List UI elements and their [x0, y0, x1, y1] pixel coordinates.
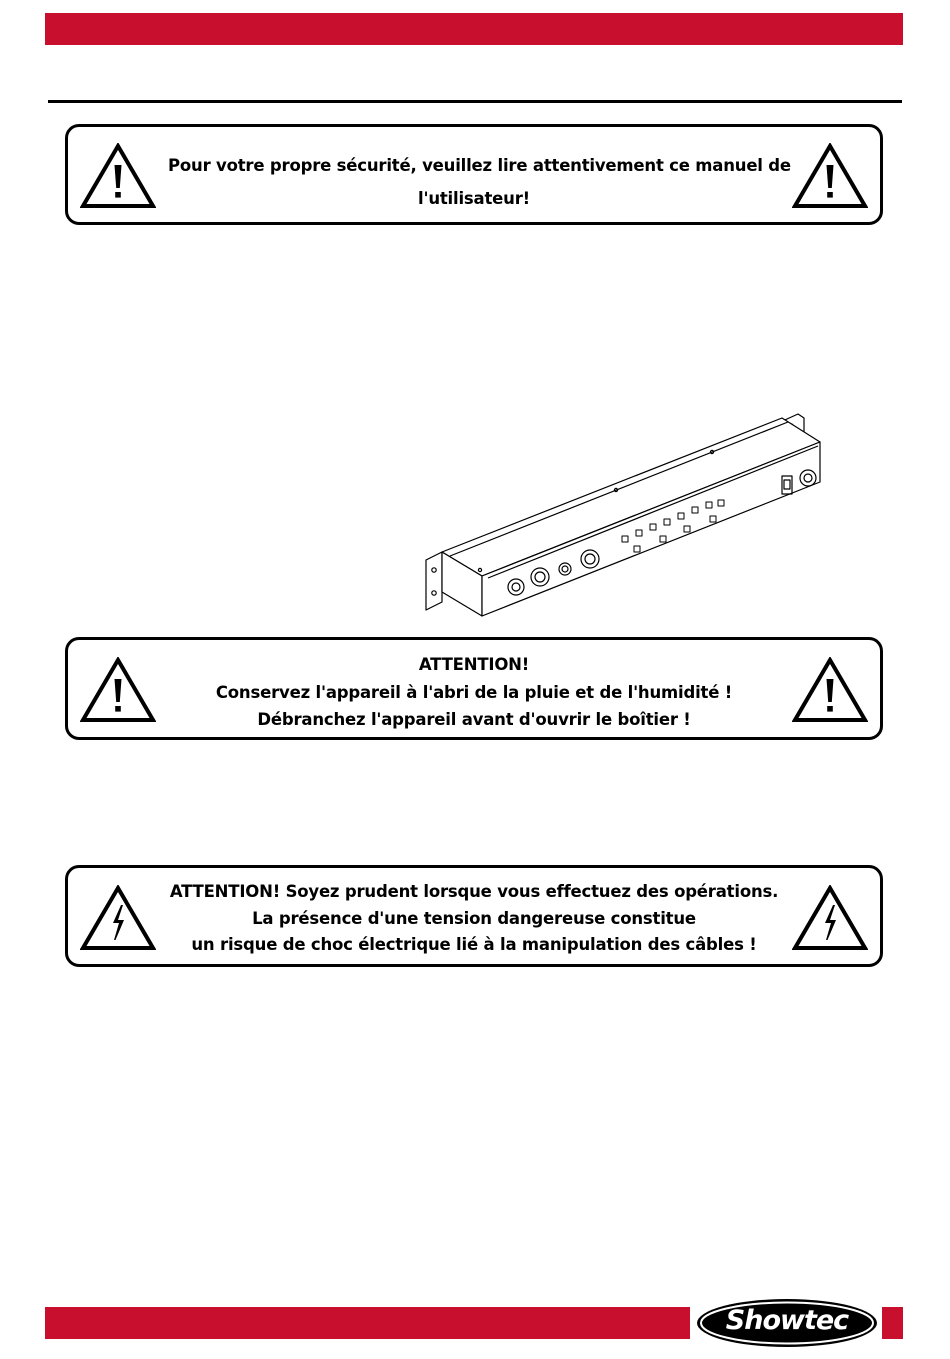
footer-red-bar-end	[882, 1307, 903, 1339]
warning-line: Conservez l'appareil à l'abri de la pluie et de l'humidité !	[215, 682, 733, 702]
warning-line: La présence d'une tension dangereuse constitue	[252, 908, 696, 928]
electric-warning-text	[168, 879, 780, 959]
warning-line: Débranchez l'appareil avant d'ouvrir le boîtier !	[257, 710, 691, 729]
exclamation-warning-icon	[80, 143, 156, 209]
exclamation-warning-icon	[792, 143, 868, 209]
footer-red-bar	[45, 1307, 690, 1339]
moisture-warning-text	[168, 651, 780, 734]
warning-line: ATTENTION! Soyez prudent lorsque vous effectuez des opérations.	[169, 882, 779, 901]
moisture-warning-box	[65, 637, 883, 740]
showtec-logo	[694, 1296, 880, 1350]
rack-mount-device-illustration	[420, 412, 840, 624]
warning-line: Pour votre propre sécurité, veuillez lire attentivement ce manuel de	[168, 156, 791, 175]
header-red-bar	[45, 13, 903, 45]
warning-line: l'utilisateur!	[418, 189, 530, 208]
safety-warning-box	[65, 124, 883, 225]
electric-shock-warning-icon	[80, 885, 156, 951]
exclamation-warning-icon	[792, 657, 868, 723]
header-rule	[48, 100, 902, 103]
logo-registered-mark: ®	[866, 1306, 874, 1315]
electric-warning-box	[65, 865, 883, 967]
warning-line: un risque de choc électrique lié à la manipulation des câbles !	[191, 935, 757, 954]
electric-shock-warning-icon	[792, 885, 868, 951]
warning-line: ATTENTION!	[418, 655, 530, 674]
logo-text: Showtec	[725, 1305, 849, 1336]
safety-warning-text	[168, 149, 791, 215]
exclamation-warning-icon	[80, 657, 156, 723]
